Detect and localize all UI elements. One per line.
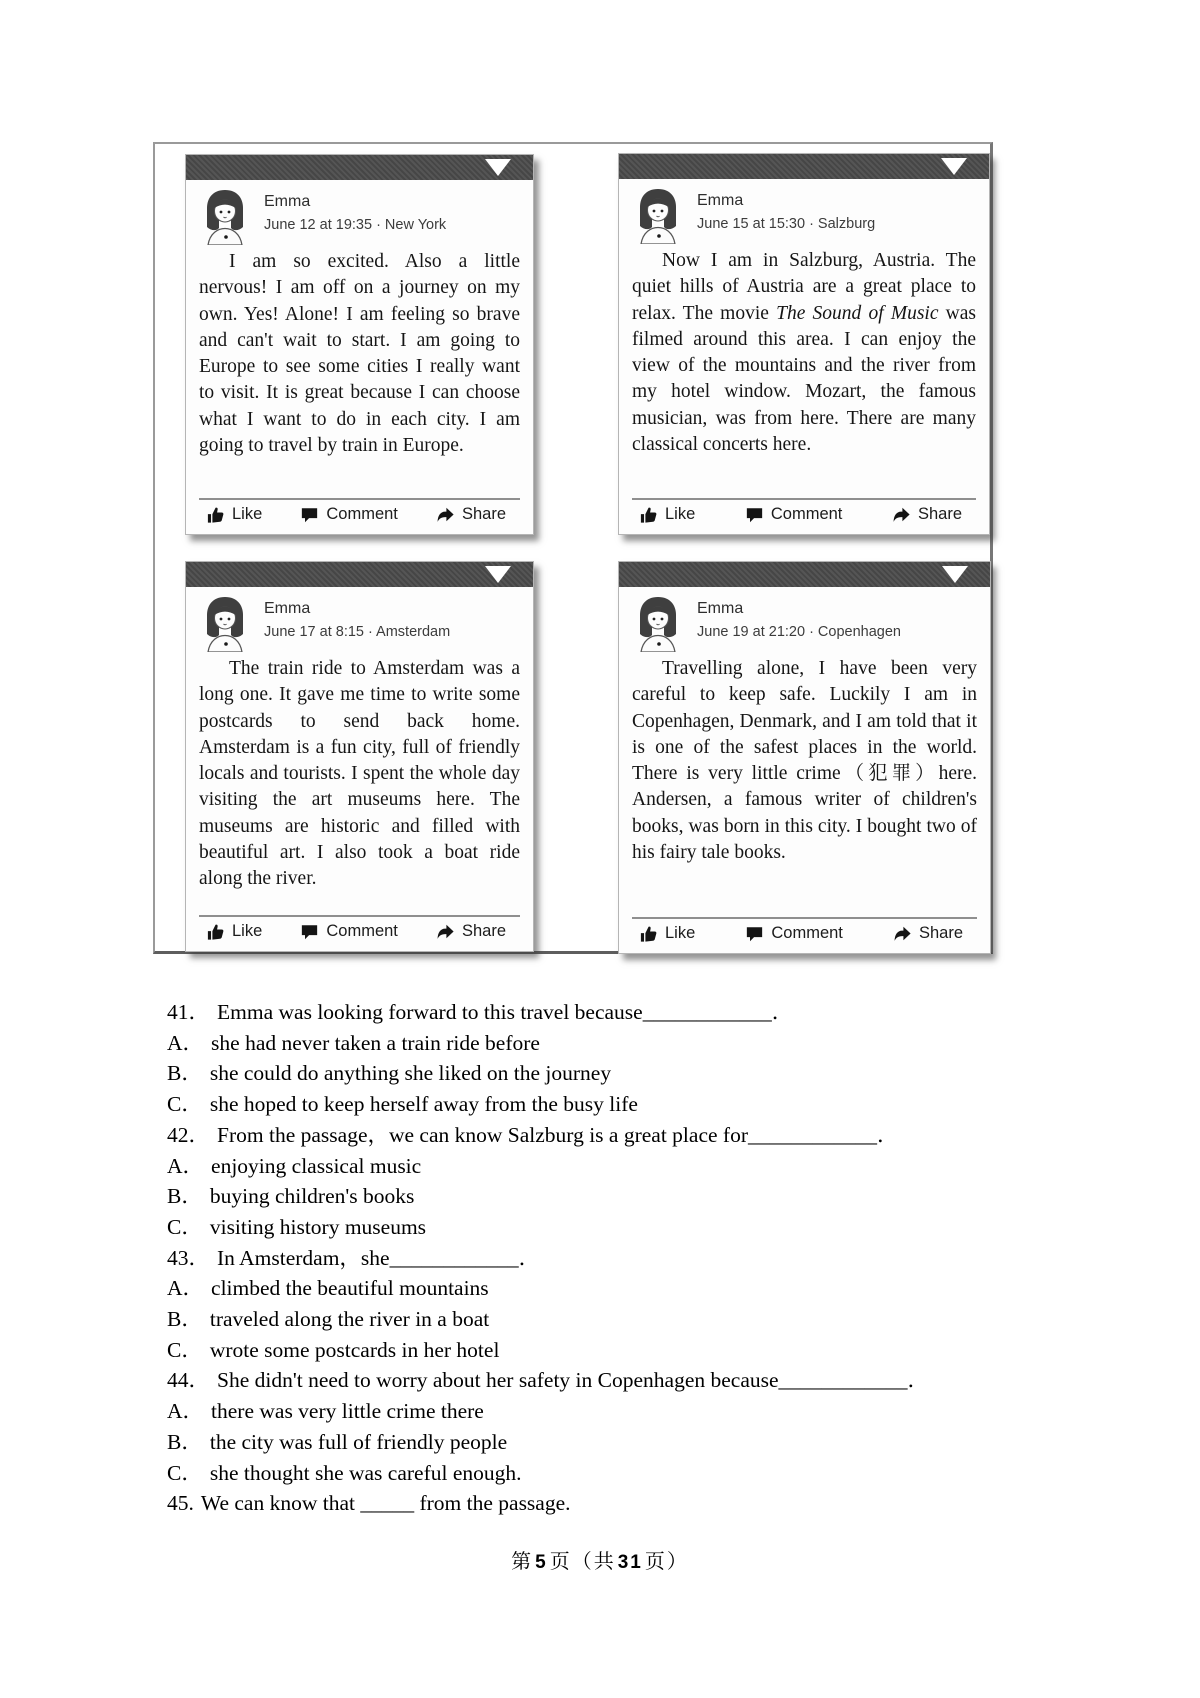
comment-label: Comment bbox=[326, 505, 398, 523]
question-stem: 43． In Amsterdam，she____________． bbox=[167, 1245, 541, 1270]
divider bbox=[199, 915, 520, 917]
share-arrow-icon bbox=[436, 923, 455, 941]
question-stem: 44． She didn't need to worry about her safety in Copenhagen because____________． bbox=[167, 1368, 930, 1393]
post-title-bar bbox=[619, 154, 989, 179]
page-number: 5 bbox=[535, 1552, 548, 1573]
comment-label: Comment bbox=[326, 922, 398, 940]
question-stem: 42． From the passage，we can know Salzburg is a great place for____________． bbox=[167, 1122, 899, 1147]
post-meta: June 17 at 8:15 · Amsterdam bbox=[264, 624, 451, 640]
question-option: A． climbed the beautiful mountains bbox=[167, 1276, 489, 1301]
author-name: Emma bbox=[264, 193, 311, 210]
speech-bubble-icon bbox=[300, 923, 319, 941]
social-post-card bbox=[618, 153, 990, 535]
like-button[interactable] bbox=[640, 924, 695, 943]
triangle-down-icon bbox=[485, 566, 511, 583]
question-option: A． enjoying classical music bbox=[167, 1153, 422, 1178]
post-meta: June 19 at 21:20 · Copenhagen bbox=[697, 624, 901, 640]
reading-passage-image bbox=[153, 142, 993, 954]
triangle-down-icon bbox=[485, 159, 511, 176]
post-meta: June 15 at 15:30 · Salzburg bbox=[697, 216, 876, 232]
thumbs-up-icon bbox=[207, 506, 225, 524]
question-option: C． she thought she was careful enough. bbox=[167, 1460, 522, 1485]
divider bbox=[632, 917, 977, 919]
question-option: B． traveled along the river in a boat bbox=[167, 1307, 490, 1332]
share-arrow-icon bbox=[436, 506, 455, 524]
author-name: Emma bbox=[697, 600, 744, 617]
share-label: Share bbox=[917, 505, 962, 523]
social-post-card bbox=[185, 561, 534, 952]
speech-bubble-icon bbox=[745, 925, 764, 943]
comment-label: Comment bbox=[771, 924, 843, 942]
share-arrow-icon bbox=[892, 506, 911, 524]
divider bbox=[632, 498, 976, 500]
comment-button[interactable] bbox=[745, 924, 843, 943]
like-label: Like bbox=[665, 924, 696, 942]
post-actions bbox=[199, 922, 520, 943]
share-button[interactable] bbox=[892, 505, 962, 524]
share-button[interactable] bbox=[436, 505, 506, 524]
post-title-bar bbox=[186, 562, 533, 587]
question-option: A． there was very little crime there bbox=[167, 1399, 484, 1424]
share-label: Share bbox=[461, 922, 506, 940]
post-actions bbox=[199, 505, 520, 526]
avatar bbox=[199, 187, 251, 245]
post-body: I am so excited. Also a little nervous! I am off on a journey on my own. Yes! Alone! I am feeling so brave and can't wait to start. I am going to Europe to see some cities I really want to visit. It is great because I can choose what I want to do in each city. I am going to travel by train in Europe. bbox=[199, 251, 520, 457]
post-body: Now I am in Salzburg, Austria. The quiet hills of Austria are a great place to relax. The movie The Sound of Music was filmed around this area. I can enjoy the view of the mountains and the river from my hotel window. Mozart, the famous musician, was from here. There are many classical concerts here. bbox=[632, 250, 976, 456]
author-name: Emma bbox=[697, 192, 744, 209]
triangle-down-icon bbox=[942, 566, 968, 583]
share-arrow-icon bbox=[893, 925, 912, 943]
question-option: B． the city was full of friendly people bbox=[167, 1429, 508, 1454]
questions-section bbox=[167, 997, 1087, 1519]
footer-text: 页） bbox=[644, 1551, 689, 1573]
page-footer bbox=[0, 1545, 1200, 1574]
movie-title: The Sound of Music bbox=[776, 302, 939, 324]
avatar bbox=[632, 186, 684, 244]
share-label: Share bbox=[461, 505, 506, 523]
post-title-bar bbox=[619, 562, 990, 587]
like-label: Like bbox=[232, 922, 263, 940]
speech-bubble-icon bbox=[745, 506, 764, 524]
share-button[interactable] bbox=[893, 924, 963, 943]
post-body: The train ride to Amsterdam was a long one. It gave me time to write some postcards to send back home. Amsterdam is a fun city, full of friendly locals and tourists. I spent the whole day visiting the art museums here. The museums are historic and filled with beautiful art. I also took a boat ride along the river. bbox=[199, 658, 520, 890]
author-name: Emma bbox=[264, 600, 311, 617]
like-button[interactable] bbox=[207, 505, 262, 524]
speech-bubble-icon bbox=[300, 506, 319, 524]
question-option: B． buying children's books bbox=[167, 1184, 415, 1209]
comment-button[interactable] bbox=[300, 505, 398, 524]
post-actions bbox=[632, 924, 977, 945]
question-option: C． wrote some postcards in her hotel bbox=[167, 1337, 500, 1362]
thumbs-up-icon bbox=[640, 506, 658, 524]
triangle-down-icon bbox=[941, 158, 967, 175]
total-pages: 31 bbox=[617, 1552, 643, 1573]
divider bbox=[199, 498, 520, 500]
like-button[interactable] bbox=[640, 505, 695, 524]
question-option: C． she hoped to keep herself away from the busy life bbox=[167, 1092, 638, 1117]
avatar bbox=[632, 594, 684, 652]
comment-label: Comment bbox=[770, 505, 843, 523]
share-label: Share bbox=[918, 924, 963, 942]
avatar bbox=[199, 594, 251, 652]
like-label: Like bbox=[665, 505, 696, 523]
post-body: Travelling alone, I have been very careful to keep safe. Luckily I am in Copenhagen, Denmark, and I am told that it is one of the safest places in the world. There is very little crime（犯罪）here. Andersen, a famous writer of children's books, was born in this city. I bought two of his fairy tale books. bbox=[632, 658, 977, 864]
post-actions bbox=[632, 505, 976, 526]
social-post-card bbox=[618, 561, 991, 954]
post-meta: June 12 at 19:35 · New York bbox=[264, 217, 447, 233]
like-label: Like bbox=[232, 505, 263, 523]
footer-text: 页（共 bbox=[549, 1551, 616, 1573]
comment-button[interactable] bbox=[745, 505, 843, 524]
share-button[interactable] bbox=[436, 922, 506, 941]
post-title-bar bbox=[186, 155, 533, 180]
question-stem: 41． Emma was looking forward to this travel because____________． bbox=[167, 1000, 794, 1024]
question-option: C． visiting history museums bbox=[167, 1214, 427, 1239]
comment-button[interactable] bbox=[300, 922, 398, 941]
thumbs-up-icon bbox=[207, 923, 225, 941]
footer-text: 第 bbox=[511, 1551, 534, 1573]
like-button[interactable] bbox=[207, 922, 262, 941]
question-stem: 45. We can know that _____ from the passage. bbox=[167, 1491, 571, 1516]
thumbs-up-icon bbox=[640, 925, 658, 943]
question-option: A． she had never taken a train ride before bbox=[167, 1030, 540, 1055]
question-option: B． she could do anything she liked on the journey bbox=[167, 1061, 612, 1086]
social-post-card bbox=[185, 154, 534, 535]
